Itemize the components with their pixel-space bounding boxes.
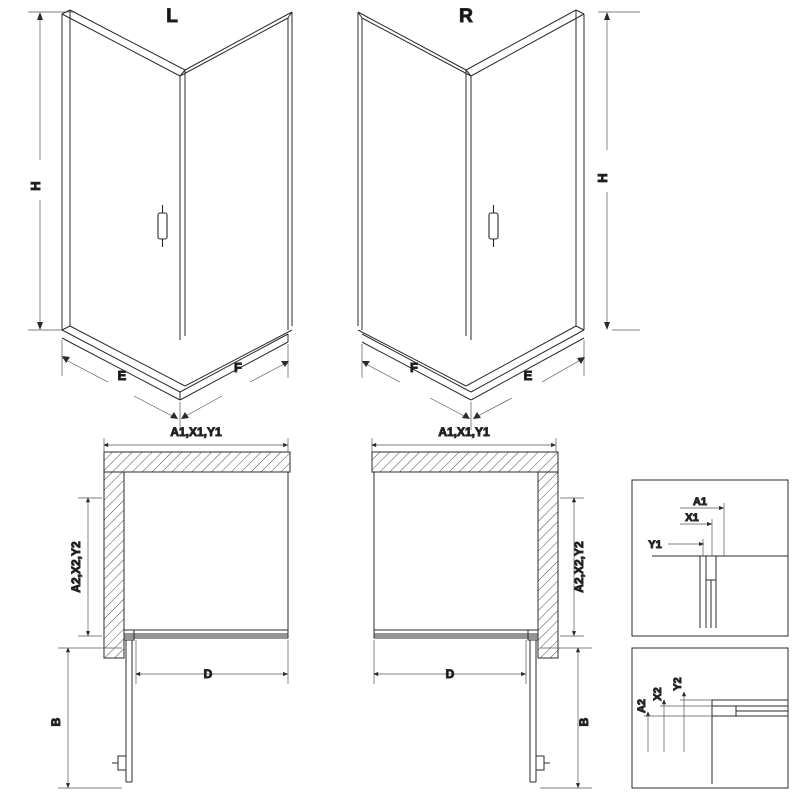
iso-right-panel-e-label: E xyxy=(523,368,533,383)
plan-right-b-label: B xyxy=(577,717,591,727)
dim-height-left xyxy=(28,12,75,330)
detail-top-label-a1: A1 xyxy=(692,496,708,508)
plan-view-right xyxy=(372,425,592,788)
dim-bottom-left xyxy=(62,340,289,430)
detail-view-top xyxy=(632,480,788,636)
plan-left-b-label: B xyxy=(49,717,63,727)
door-handle-left xyxy=(158,205,167,247)
plan-view-left xyxy=(49,425,290,788)
door-handle-right xyxy=(489,205,498,247)
detail-top-label-y1: Y1 xyxy=(648,539,662,551)
iso-left-title: L xyxy=(166,6,178,27)
detail-bottom-label-a2: A2 xyxy=(636,698,648,714)
dim-height-right xyxy=(598,12,640,330)
iso-right-panel-f-label: F xyxy=(410,360,418,375)
detail-top-label-x1: X1 xyxy=(685,512,699,524)
plan-right-enclosure xyxy=(374,472,538,638)
plan-left-side-dim-label: A2,X2,Y2 xyxy=(69,541,83,593)
iso-view-left xyxy=(28,6,292,430)
plan-right-top-dim xyxy=(372,438,556,452)
detail-bottom-label-x2: X2 xyxy=(652,687,664,701)
plan-right-top-dim-label: A1,X1,Y1 xyxy=(438,425,490,439)
plan-right-wall-side xyxy=(538,472,558,658)
detail-bottom-label-y2: Y2 xyxy=(672,677,684,691)
plan-left-top-dim-label: A1,X1,Y1 xyxy=(170,425,222,439)
plan-right-side-dim-label: A2,X2,Y2 xyxy=(572,541,586,593)
iso-left-height-label: H xyxy=(28,181,43,191)
plan-left-top-dim xyxy=(104,438,288,452)
iso-right-height-label: H xyxy=(595,173,610,183)
dim-bottom-right xyxy=(362,340,585,430)
iso-right-title: R xyxy=(459,6,473,27)
plan-left-wall-top xyxy=(104,452,290,472)
iso-left-panel-e-label: E xyxy=(117,368,127,383)
plan-left-b-dim xyxy=(58,648,122,788)
plan-left-enclosure xyxy=(124,472,288,638)
iso-left-panel-f-label: F xyxy=(234,360,242,375)
plan-right-d-label: D xyxy=(445,667,455,681)
iso-view-right xyxy=(358,6,640,430)
plan-left-d-label: D xyxy=(203,667,213,681)
detail-view-bottom xyxy=(632,648,788,788)
plan-right-wall-top xyxy=(372,452,558,472)
plan-left-wall-side xyxy=(104,472,124,658)
